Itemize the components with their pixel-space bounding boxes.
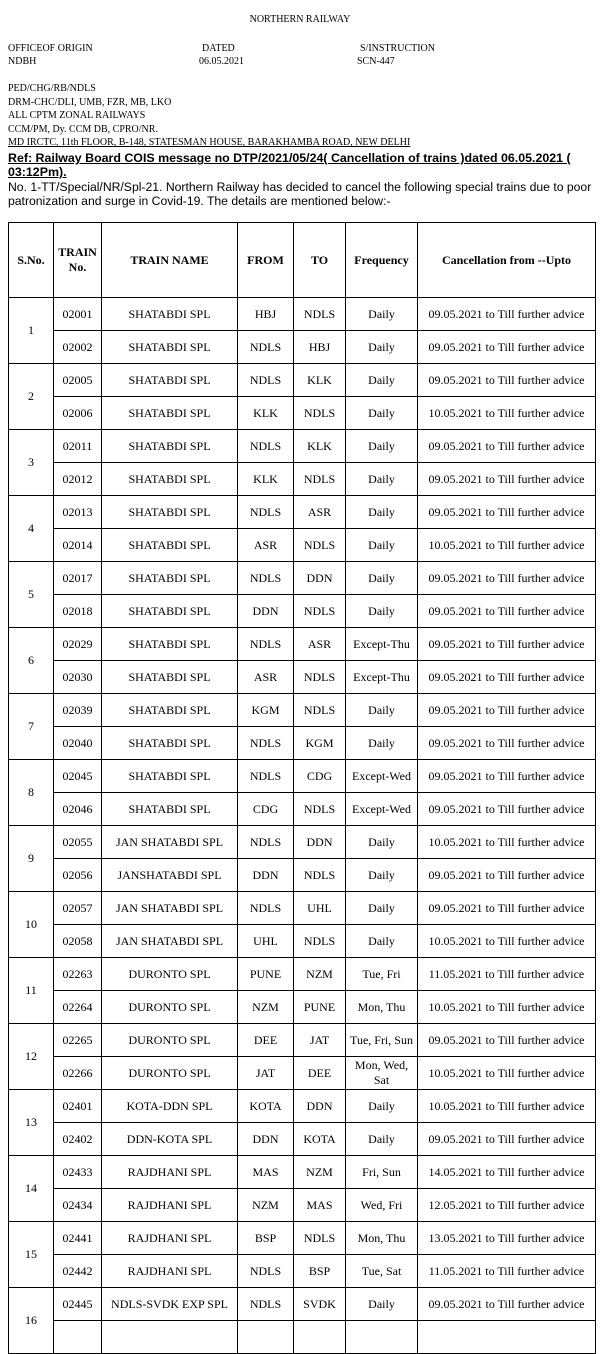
frequency-cell: Daily <box>346 331 418 364</box>
to-cell: NDLS <box>294 397 346 430</box>
to-cell: CDG <box>294 760 346 793</box>
frequency-cell: Except-Thu <box>346 628 418 661</box>
to-cell: SVDK <box>294 1288 346 1321</box>
table-row <box>9 1189 596 1222</box>
table-row <box>9 430 596 463</box>
frequency-cell <box>346 1321 418 1354</box>
train-name-cell: SHATABDI SPL <box>102 331 238 364</box>
from-cell: NDLS <box>238 1255 294 1288</box>
sno-cell: 14 <box>9 1156 54 1222</box>
table-row <box>9 496 596 529</box>
to-cell: NZM <box>294 958 346 991</box>
from-cell: KLK <box>238 397 294 430</box>
train-no-cell: 02266 <box>54 1057 102 1090</box>
frequency-cell: Daily <box>346 595 418 628</box>
addressee: ALL CPTM ZONAL RAILWAYS <box>8 110 146 122</box>
to-cell: NDLS <box>294 298 346 331</box>
frequency-cell: Daily <box>346 694 418 727</box>
to-cell: KGM <box>294 727 346 760</box>
table-row <box>9 529 596 562</box>
sno-cell: 15 <box>9 1222 54 1288</box>
from-cell: BSP <box>238 1222 294 1255</box>
train-no-cell: 02445 <box>54 1288 102 1321</box>
train-no-cell: 02013 <box>54 496 102 529</box>
train-name-cell: DURONTO SPL <box>102 991 238 1024</box>
frequency-cell: Except-Thu <box>346 661 418 694</box>
sno-cell: 4 <box>9 496 54 562</box>
cancellation-cell: 10.05.2021 to Till further advice <box>418 991 596 1024</box>
train-name-cell: SHATABDI SPL <box>102 364 238 397</box>
to-cell: KOTA <box>294 1123 346 1156</box>
frequency-cell: Daily <box>346 892 418 925</box>
to-cell: MAS <box>294 1189 346 1222</box>
train-name-cell: SHATABDI SPL <box>102 727 238 760</box>
table-row <box>9 661 596 694</box>
frequency-cell: Daily <box>346 298 418 331</box>
cancellation-cell: 10.05.2021 to Till further advice <box>418 529 596 562</box>
cancellation-cell: 10.05.2021 to Till further advice <box>418 826 596 859</box>
to-cell: JAT <box>294 1024 346 1057</box>
train-no-cell: 02263 <box>54 958 102 991</box>
from-cell: PUNE <box>238 958 294 991</box>
train-name-cell: SHATABDI SPL <box>102 661 238 694</box>
train-no-cell: 02402 <box>54 1123 102 1156</box>
train-no-cell: 02002 <box>54 331 102 364</box>
table-row <box>9 826 596 859</box>
table-row <box>9 1090 596 1123</box>
table-row <box>9 1156 596 1189</box>
cancellation-cell: 11.05.2021 to Till further advice <box>418 1255 596 1288</box>
frequency-cell: Tue, Fri <box>346 958 418 991</box>
from-cell <box>238 1321 294 1354</box>
table-row <box>9 397 596 430</box>
train-no-cell: 02265 <box>54 1024 102 1057</box>
table-row <box>9 298 596 331</box>
cancellation-cell: 09.05.2021 to Till further advice <box>418 364 596 397</box>
frequency-cell: Mon, Thu <box>346 1222 418 1255</box>
from-cell: NZM <box>238 1189 294 1222</box>
cancellation-cell: 09.05.2021 to Till further advice <box>418 595 596 628</box>
train-name-cell: SHATABDI SPL <box>102 397 238 430</box>
train-no-cell: 02040 <box>54 727 102 760</box>
from-cell: NDLS <box>238 826 294 859</box>
to-cell: NZM <box>294 1156 346 1189</box>
from-cell: UHL <box>238 925 294 958</box>
from-cell: KLK <box>238 463 294 496</box>
train-name-cell: JAN SHATABDI SPL <box>102 892 238 925</box>
to-cell: DDN <box>294 562 346 595</box>
train-no-cell: 02441 <box>54 1222 102 1255</box>
from-cell: JAT <box>238 1057 294 1090</box>
document-title: NORTHERN RAILWAY <box>249 14 351 25</box>
to-cell: KLK <box>294 430 346 463</box>
table-row <box>9 859 596 892</box>
from-cell: HBJ <box>238 298 294 331</box>
train-no-cell: 02014 <box>54 529 102 562</box>
frequency-cell: Fri, Sun <box>346 1156 418 1189</box>
to-cell: PUNE <box>294 991 346 1024</box>
train-name-cell: SHATABDI SPL <box>102 595 238 628</box>
train-no-cell: 02029 <box>54 628 102 661</box>
frequency-cell: Daily <box>346 529 418 562</box>
from-cell: KGM <box>238 694 294 727</box>
cancellation-cell: 13.05.2021 to Till further advice <box>418 1222 596 1255</box>
train-name-cell: SHATABDI SPL <box>102 298 238 331</box>
train-no-cell: 02401 <box>54 1090 102 1123</box>
train-no-cell: 02264 <box>54 991 102 1024</box>
table-row <box>9 958 596 991</box>
from-cell: ASR <box>238 529 294 562</box>
cancellation-cell: 09.05.2021 to Till further advice <box>418 430 596 463</box>
dated-label: DATED <box>202 43 235 54</box>
cancellation-cell: 09.05.2021 to Till further advice <box>418 496 596 529</box>
instruction-block <box>357 42 435 68</box>
to-cell: NDLS <box>294 859 346 892</box>
to-cell: DEE <box>294 1057 346 1090</box>
cancellation-cell: 09.05.2021 to Till further advice <box>418 298 596 331</box>
office-label: OFFICEOF ORIGIN <box>8 43 93 54</box>
train-name-cell: RAJDHANI SPL <box>102 1189 238 1222</box>
cancellation-cell: 12.05.2021 to Till further advice <box>418 1189 596 1222</box>
from-cell: NDLS <box>238 628 294 661</box>
train-no-cell: 02055 <box>54 826 102 859</box>
sno-cell: 10 <box>9 892 54 958</box>
frequency-cell: Daily <box>346 496 418 529</box>
frequency-cell: Wed, Fri <box>346 1189 418 1222</box>
train-no-cell: 02017 <box>54 562 102 595</box>
train-name-cell: SHATABDI SPL <box>102 628 238 661</box>
to-cell: NDLS <box>294 595 346 628</box>
sno-cell: 3 <box>9 430 54 496</box>
train-no-cell: 02045 <box>54 760 102 793</box>
train-name-cell: DDN-KOTA SPL <box>102 1123 238 1156</box>
sno-cell: 9 <box>9 826 54 892</box>
train-name-cell <box>102 1321 238 1354</box>
cancellation-table <box>8 222 596 1354</box>
train-no-cell: 02018 <box>54 595 102 628</box>
instruction-value: SCN-447 <box>357 56 395 67</box>
table-row <box>9 1288 596 1321</box>
train-name-cell: RAJDHANI SPL <box>102 1222 238 1255</box>
train-name-cell: KOTA-DDN SPL <box>102 1090 238 1123</box>
sno-cell: 5 <box>9 562 54 628</box>
frequency-cell: Daily <box>346 562 418 595</box>
sno-cell: 12 <box>9 1024 54 1090</box>
from-cell: ASR <box>238 661 294 694</box>
train-no-cell: 02442 <box>54 1255 102 1288</box>
train-name-cell: SHATABDI SPL <box>102 529 238 562</box>
table-row <box>9 562 596 595</box>
frequency-cell: Daily <box>346 1288 418 1321</box>
addressee: PED/CHG/RB/NDLS <box>8 83 96 94</box>
train-name-cell: SHATABDI SPL <box>102 496 238 529</box>
to-cell: BSP <box>294 1255 346 1288</box>
train-name-cell: DURONTO SPL <box>102 1057 238 1090</box>
train-no-cell: 02006 <box>54 397 102 430</box>
train-name-cell: SHATABDI SPL <box>102 430 238 463</box>
cancellation-cell: 10.05.2021 to Till further advice <box>418 1057 596 1090</box>
to-cell: DDN <box>294 1090 346 1123</box>
from-cell: MAS <box>238 1156 294 1189</box>
cancellation-cell <box>418 1321 596 1354</box>
cancellation-cell: 09.05.2021 to Till further advice <box>418 463 596 496</box>
train-no-cell: 02058 <box>54 925 102 958</box>
cancellation-cell: 10.05.2021 to Till further advice <box>418 397 596 430</box>
table-row <box>9 463 596 496</box>
train-no-cell: 02001 <box>54 298 102 331</box>
to-cell <box>294 1321 346 1354</box>
table-row <box>9 727 596 760</box>
frequency-cell: Daily <box>346 463 418 496</box>
to-cell: NDLS <box>294 694 346 727</box>
train-name-header: TRAIN NAME <box>102 223 238 298</box>
table-row <box>9 760 596 793</box>
frequency-cell: Daily <box>346 727 418 760</box>
frequency-cell: Daily <box>346 364 418 397</box>
to-cell: NDLS <box>294 529 346 562</box>
table-row <box>9 1222 596 1255</box>
train-no-cell: 02434 <box>54 1189 102 1222</box>
addressee: DRM-CHC/DLI, UMB, FZR, MB, LKO <box>8 96 172 108</box>
from-cell: NDLS <box>238 892 294 925</box>
sno-header: S.No. <box>9 223 54 298</box>
from-cell: NDLS <box>238 364 294 397</box>
cancellation-cell: 09.05.2021 to Till further advice <box>418 1288 596 1321</box>
cancellation-cell: 09.05.2021 to Till further advice <box>418 727 596 760</box>
dated-block <box>199 42 244 68</box>
train-name-cell: NDLS-SVDK EXP SPL <box>102 1288 238 1321</box>
to-header: TO <box>294 223 346 298</box>
table-body <box>9 298 596 1354</box>
cancellation-cell: 10.05.2021 to Till further advice <box>418 925 596 958</box>
addressee-list <box>8 82 410 150</box>
cancellation-header: Cancellation from --Upto <box>418 223 596 298</box>
train-name-cell: SHATABDI SPL <box>102 760 238 793</box>
from-cell: DDN <box>238 1123 294 1156</box>
train-name-cell: JAN SHATABDI SPL <box>102 826 238 859</box>
cancellation-cell: 09.05.2021 to Till further advice <box>418 331 596 364</box>
from-cell: NZM <box>238 991 294 1024</box>
frequency-header: Frequency <box>346 223 418 298</box>
cancellation-cell: 09.05.2021 to Till further advice <box>418 661 596 694</box>
addressee: MD IRCTC, 11th FLOOR, B-148, STATESMAN HOUSE, BARAKHAMBA ROAD, NEW DELHI <box>8 137 411 149</box>
from-header: FROM <box>238 223 294 298</box>
frequency-cell: Daily <box>346 925 418 958</box>
to-cell: KLK <box>294 364 346 397</box>
cancellation-cell: 09.05.2021 to Till further advice <box>418 562 596 595</box>
cancellation-cell: 10.05.2021 to Till further advice <box>418 1090 596 1123</box>
train-no-header: TRAIN No. <box>54 223 102 298</box>
to-cell: NDLS <box>294 463 346 496</box>
table-row <box>9 1255 596 1288</box>
from-cell: NDLS <box>238 727 294 760</box>
table-row <box>9 694 596 727</box>
to-cell: DDN <box>294 826 346 859</box>
cancellation-cell: 09.05.2021 to Till further advice <box>418 1024 596 1057</box>
train-no-cell: 02046 <box>54 793 102 826</box>
train-name-cell: JAN SHATABDI SPL <box>102 925 238 958</box>
from-cell: DDN <box>238 859 294 892</box>
train-no-cell: 02057 <box>54 892 102 925</box>
frequency-cell: Mon, Wed, Sat <box>346 1057 418 1090</box>
frequency-cell: Tue, Fri, Sun <box>346 1024 418 1057</box>
from-cell: NDLS <box>238 331 294 364</box>
train-name-cell: SHATABDI SPL <box>102 463 238 496</box>
frequency-cell: Daily <box>346 1090 418 1123</box>
table-row <box>9 1123 596 1156</box>
train-name-cell: JANSHATABDI SPL <box>102 859 238 892</box>
sno-cell: 11 <box>9 958 54 1024</box>
train-no-cell: 02056 <box>54 859 102 892</box>
train-name-cell: SHATABDI SPL <box>102 562 238 595</box>
to-cell: NDLS <box>294 925 346 958</box>
reference-line: Ref: Railway Board COIS message no DTP/2021/05/24( Cancellation of trains )dated 06.05.2021 ( 03:12Pm). <box>8 151 571 179</box>
cancellation-cell: 14.05.2021 to Till further advice <box>418 1156 596 1189</box>
dated-value: 06.05.2021 <box>199 56 244 67</box>
from-cell: NDLS <box>238 430 294 463</box>
train-no-cell: 02433 <box>54 1156 102 1189</box>
sno-cell: 6 <box>9 628 54 694</box>
frequency-cell: Mon, Thu <box>346 991 418 1024</box>
table-row <box>9 364 596 397</box>
cancellation-cell: 09.05.2021 to Till further advice <box>418 1123 596 1156</box>
cancellation-cell: 09.05.2021 to Till further advice <box>418 628 596 661</box>
train-name-cell: DURONTO SPL <box>102 1024 238 1057</box>
to-cell: HBJ <box>294 331 346 364</box>
addressee: CCM/PM, Dy. CCM DB, CPRO/NR. <box>8 123 158 135</box>
table-row <box>9 991 596 1024</box>
table-row <box>9 1057 596 1090</box>
frequency-cell: Daily <box>346 397 418 430</box>
cancellation-cell: 11.05.2021 to Till further advice <box>418 958 596 991</box>
frequency-cell: Daily <box>346 430 418 463</box>
cancellation-cell: 09.05.2021 to Till further advice <box>418 760 596 793</box>
sno-cell: 2 <box>9 364 54 430</box>
sno-cell: 7 <box>9 694 54 760</box>
train-no-cell: 02011 <box>54 430 102 463</box>
train-no-cell: 02030 <box>54 661 102 694</box>
frequency-cell: Daily <box>346 1123 418 1156</box>
train-no-cell <box>54 1321 102 1354</box>
from-cell: KOTA <box>238 1090 294 1123</box>
from-cell: NDLS <box>238 760 294 793</box>
from-cell: CDG <box>238 793 294 826</box>
from-cell: NDLS <box>238 496 294 529</box>
frequency-cell: Daily <box>346 859 418 892</box>
frequency-cell: Daily <box>346 826 418 859</box>
train-name-cell: RAJDHANI SPL <box>102 1156 238 1189</box>
to-cell: NDLS <box>294 1222 346 1255</box>
from-cell: DDN <box>238 595 294 628</box>
table-row <box>9 1024 596 1057</box>
office-value: NDBH <box>8 56 37 67</box>
frequency-cell: Tue, Sat <box>346 1255 418 1288</box>
train-name-cell: SHATABDI SPL <box>102 694 238 727</box>
to-cell: UHL <box>294 892 346 925</box>
train-name-cell: DURONTO SPL <box>102 958 238 991</box>
cancellation-cell: 09.05.2021 to Till further advice <box>418 694 596 727</box>
to-cell: NDLS <box>294 793 346 826</box>
frequency-cell: Except-Wed <box>346 793 418 826</box>
train-no-cell: 02039 <box>54 694 102 727</box>
train-name-cell: RAJDHANI SPL <box>102 1255 238 1288</box>
from-cell: NDLS <box>238 562 294 595</box>
office-of-origin <box>8 42 93 68</box>
sno-cell: 13 <box>9 1090 54 1156</box>
table-header-row <box>9 223 596 298</box>
train-no-cell: 02012 <box>54 463 102 496</box>
train-name-cell: SHATABDI SPL <box>102 793 238 826</box>
sno-cell: 8 <box>9 760 54 826</box>
instruction-label: S/INSTRUCTION <box>360 43 436 54</box>
table-row <box>9 628 596 661</box>
table-row <box>9 595 596 628</box>
from-cell: DEE <box>238 1024 294 1057</box>
table-row <box>9 925 596 958</box>
table-row <box>9 331 596 364</box>
to-cell: NDLS <box>294 661 346 694</box>
train-no-cell: 02005 <box>54 364 102 397</box>
intro-paragraph: No. 1-TT/Special/NR/Spl-21. Northern Railway has decided to cancel the following special trains due to poor patronization and surge in Covid-19. The details are mentioned below:- <box>8 180 592 208</box>
sno-cell: 16 <box>9 1288 54 1354</box>
table-row <box>9 793 596 826</box>
to-cell: ASR <box>294 496 346 529</box>
frequency-cell: Except-Wed <box>346 760 418 793</box>
cancellation-cell: 09.05.2021 to Till further advice <box>418 793 596 826</box>
from-cell: NDLS <box>238 1288 294 1321</box>
to-cell: ASR <box>294 628 346 661</box>
sno-cell: 1 <box>9 298 54 364</box>
cancellation-cell: 09.05.2021 to Till further advice <box>418 859 596 892</box>
table-row <box>9 1321 596 1354</box>
table-row <box>9 892 596 925</box>
cancellation-cell: 09.05.2021 to Till further advice <box>418 892 596 925</box>
